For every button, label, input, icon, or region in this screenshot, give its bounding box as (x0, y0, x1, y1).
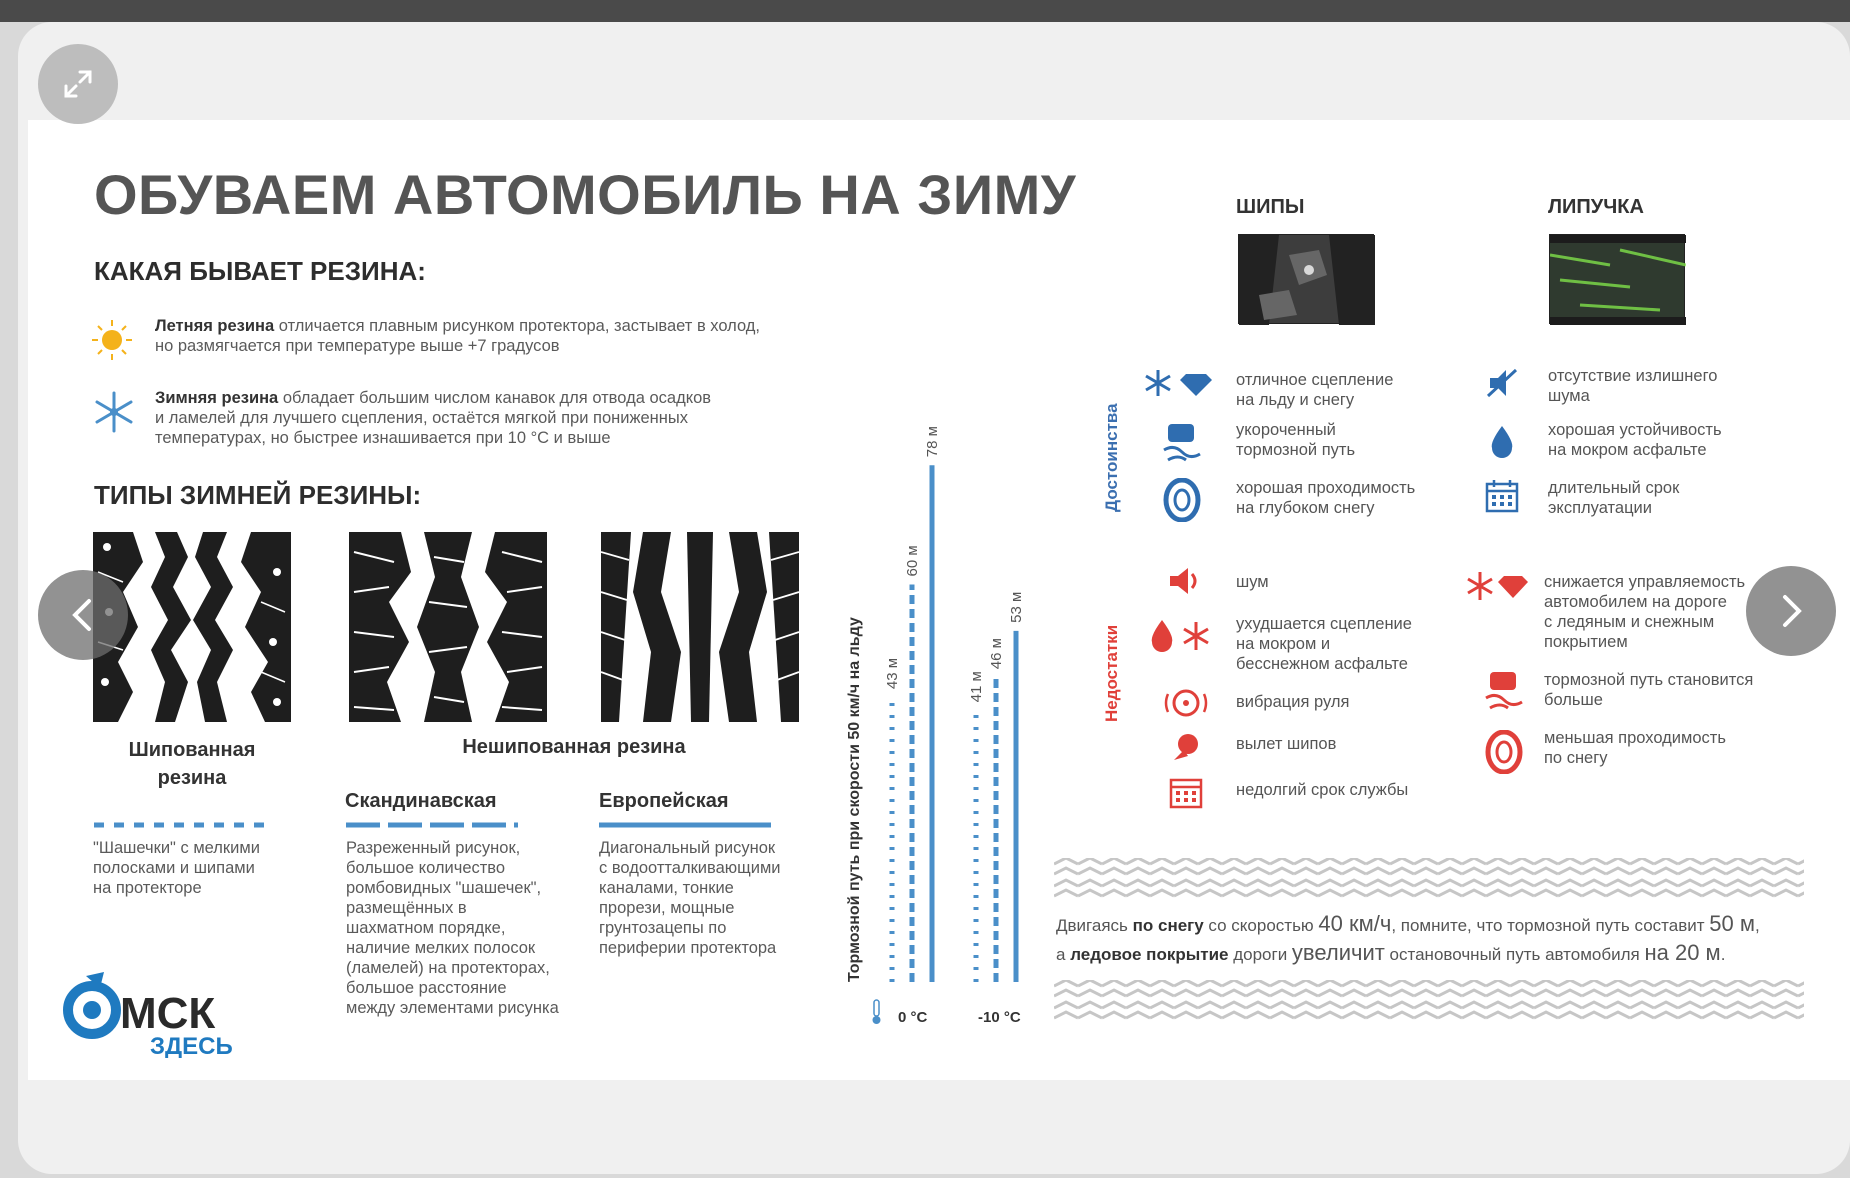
scandinavian-label: Скандинавская (345, 790, 497, 812)
flying-stud-icon (1168, 730, 1204, 764)
chart-category-label: -10 °C (978, 1009, 1021, 1026)
steering-wheel-vibration-icon (1164, 686, 1208, 720)
scandinavian-tire-image (349, 532, 547, 722)
noise-speaker-icon (1168, 564, 1204, 598)
calendar-icon (1168, 774, 1204, 810)
studs-con-5: недолгий срок службы (1236, 781, 1409, 799)
studded-tire-label: Шипованная резина (128, 739, 256, 789)
svg-text:ЗДЕСЬ: ЗДЕСЬ (150, 1033, 233, 1058)
snowflake-icon (92, 390, 136, 434)
omsk-zdes-logo (62, 968, 242, 1058)
chart-y-label: Тормозной путь при скорости 50 км/ч на льду (846, 617, 863, 982)
tire-track-band-bottom (1054, 980, 1804, 1024)
studs-tread-image (1238, 234, 1374, 324)
cons-label: Недостатки (1102, 624, 1121, 722)
studs-con-4: вылет шипов (1236, 735, 1337, 753)
studs-heading: ШИПЫ (1236, 196, 1305, 218)
studs-con-3: вибрация руля (1236, 693, 1350, 711)
tire-icon (1484, 730, 1524, 774)
chart-value-label: 53 м (1008, 591, 1025, 623)
chevron-right-icon (1771, 591, 1811, 631)
skidding-car-icon (1482, 668, 1526, 712)
non-studded-tire-label: Нешипованная резина (462, 736, 686, 758)
studs-pro-1: отличное сцепление на льду и снегу (1236, 371, 1394, 409)
velcro-tread-image (1549, 234, 1685, 324)
studs-pro-2: укороченный тормозной путь (1236, 421, 1356, 459)
scandinavian-description: Разреженный рисунок, большое количество ромбовидных "шашечек", размещённых в шахматном порядке, наличие мелких полосок (ламелей) на протекторах, большое расстояние между элементами рисунка (346, 839, 559, 1017)
chart-value-label: 60 м (904, 545, 921, 577)
previous-image-button[interactable] (38, 570, 128, 660)
expand-icon (58, 64, 98, 104)
mute-icon (1484, 366, 1520, 400)
studded-description: "Шашечки" с мелкими полосками и шипами на протекторе (93, 839, 260, 897)
types-heading: КАКАЯ БЫВАЕТ РЕЗИНА: (94, 256, 426, 286)
snowflake-diamond-icon (1464, 570, 1528, 602)
velcro-pro-3: длительный срок эксплуатации (1548, 479, 1680, 517)
winter-desc: Зимняя резина обладает большим числом канавок для отвода осадков и ламелей для лучшего сцепления, остаётся мягкой при пониженных температурах, но быстрее изнашивается при 10 °С и выше (155, 389, 712, 447)
pros-label: Достоинства (1102, 403, 1121, 512)
snowflake-diamond-icon (1142, 368, 1212, 398)
velcro-pro-1: отсутствие излишнего шума (1548, 367, 1718, 405)
velcro-heading: ЛИПУЧКА (1548, 196, 1644, 218)
sun-icon (90, 318, 134, 362)
european-description: Диагональный рисунок с водоотталкивающими каналами, тонкие прорези, мощные грунтозацепы по периферии протектора (599, 839, 781, 957)
chevron-left-icon (63, 595, 103, 635)
velcro-con-2: тормозной путь становится больше (1544, 671, 1754, 709)
chart-value-label: 41 м (968, 671, 985, 703)
chart-value-label: 46 м (988, 638, 1005, 670)
thermometer-icon (873, 1000, 881, 1024)
winter-types-heading: ТИПЫ ЗИМНЕЙ РЕЗИНЫ: (94, 480, 422, 510)
expand-button[interactable] (38, 44, 118, 124)
drop-snowflake-icon (1148, 618, 1212, 654)
velcro-con-1: снижается управляемость автомобилем на дороге с ледяным и снежным покрытием (1544, 573, 1746, 651)
studded-dash-line (94, 822, 264, 828)
scandinavian-dash-line (346, 822, 518, 828)
studs-con-1: шум (1236, 573, 1269, 591)
snow-ice-note: Двигаясь по снегу со скоростью 40 км/ч, помните, что тормозной путь составит 50 м, а ледовое покрытие дороги увеличит остановочный путь автомобиля на 20 м. (1056, 911, 1760, 965)
skidding-car-icon (1160, 420, 1204, 464)
studs-con-2: ухудшается сцепление на мокром и бесснежном асфальте (1236, 615, 1412, 673)
water-drop-icon (1488, 424, 1516, 458)
browser-top-bar (0, 0, 1850, 22)
chart-value-label: 43 м (884, 657, 901, 690)
tire-icon (1162, 478, 1202, 522)
chart-category-label: 0 °C (898, 1009, 928, 1026)
chart-value-label: 78 м (924, 426, 941, 458)
velcro-pro-2: хорошая устойчивость на мокром асфальте (1548, 421, 1722, 459)
summer-desc: Летняя резина отличается плавным рисунком протектора, застывает в холод, но размягчается при температуре выше +7 градусов (155, 317, 761, 355)
european-label: Европейская (599, 790, 729, 812)
bottom-strip (0, 1178, 1850, 1200)
next-image-button[interactable] (1746, 566, 1836, 656)
calendar-icon (1484, 478, 1520, 514)
european-tire-image (601, 532, 799, 722)
page-title: ОБУВАЕМ АВТОМОБИЛЬ НА ЗИМУ (94, 163, 1077, 226)
braking-distance-chart (870, 220, 1040, 1040)
velcro-con-3: меньшая проходимость по снегу (1544, 729, 1726, 767)
studs-pro-3: хорошая проходимость на глубоком снегу (1236, 479, 1416, 517)
svg-text:МСК: МСК (120, 989, 216, 1038)
european-solid-line (599, 822, 771, 828)
tire-track-band-top (1054, 858, 1804, 902)
